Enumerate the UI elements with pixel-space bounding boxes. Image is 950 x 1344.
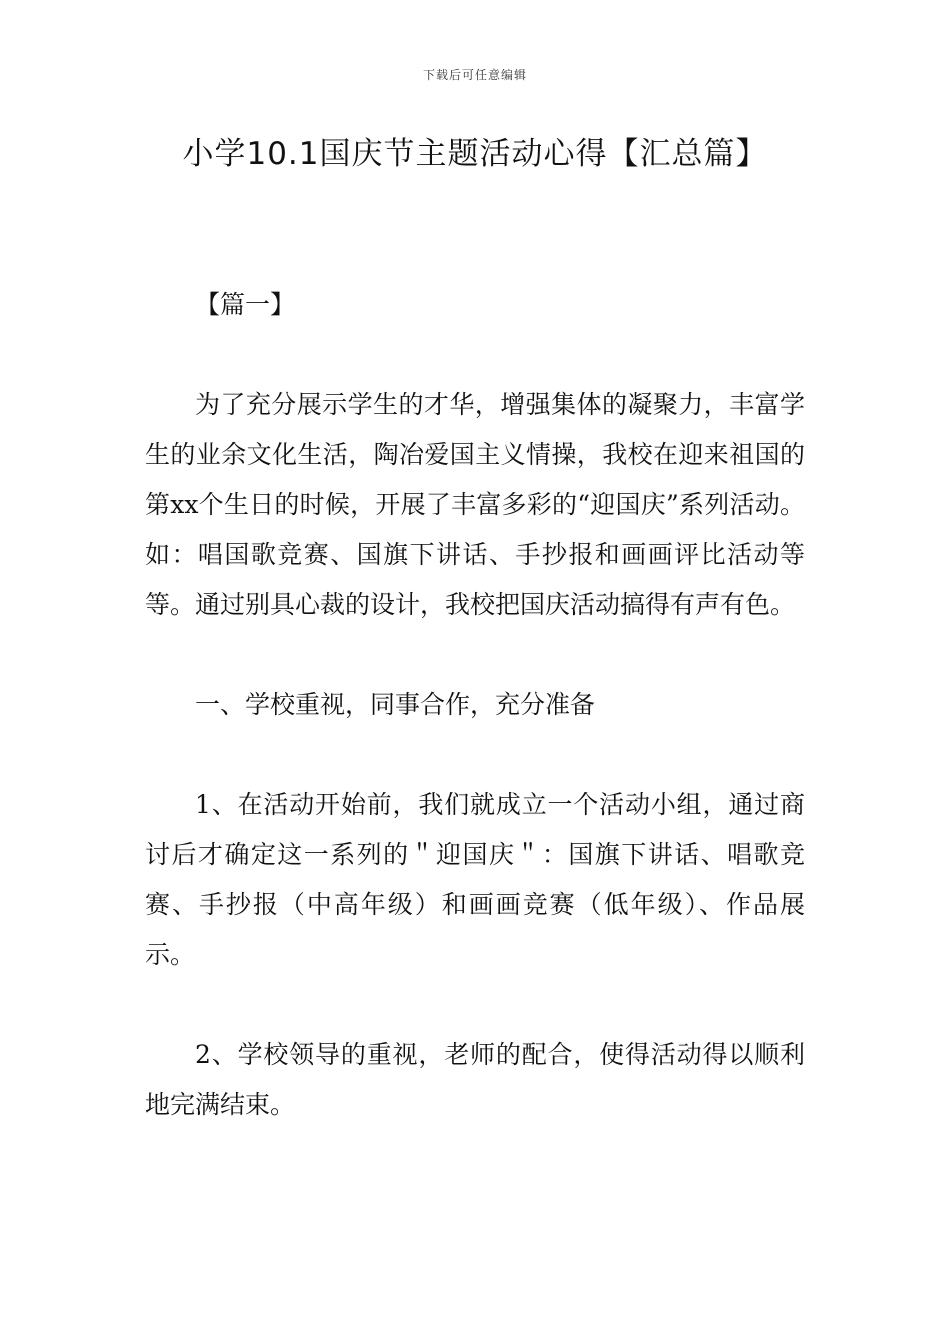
document-body bbox=[145, 280, 805, 1130]
page-header-note: 下载后可任意编辑 bbox=[422, 68, 527, 82]
paragraph-spacer bbox=[145, 980, 805, 1030]
document-title: 小学10.1国庆节主题活动心得【汇总篇】 bbox=[182, 136, 768, 172]
section-label: 【篇一】 bbox=[195, 290, 296, 319]
paragraph-spacer bbox=[145, 730, 805, 780]
paragraph-spacer bbox=[145, 330, 805, 380]
paragraph-heading-1: 一、学校重视，同事合作，充分准备 bbox=[195, 690, 596, 719]
paragraph-intro: 为了充分展示学生的才华，增强集体的凝聚力，丰富学生的业余文化生活，陶冶爱国主义情操，我校在迎来祖国的第xx个生日的时候，开展了丰富多彩的“迎国庆”系列活动。如：唱国歌竞赛、国旗下讲话、手抄报和画画评比活动等等。通过别具心裁的设计，我校把国庆活动搞得有声有色。 bbox=[145, 390, 805, 619]
paragraph-item-2: 2、学校领导的重视，老师的配合，使得活动得以顺利地完满结束。 bbox=[145, 1040, 805, 1119]
paragraph-item-1: 1、在活动开始前，我们就成立一个活动小组，通过商讨后才确定这一系列的＂迎国庆＂：国旗下讲话、唱歌竞赛、手抄报（中高年级）和画画竞赛（低年级）、作品展示。 bbox=[145, 790, 805, 969]
paragraph-spacer bbox=[145, 630, 805, 680]
